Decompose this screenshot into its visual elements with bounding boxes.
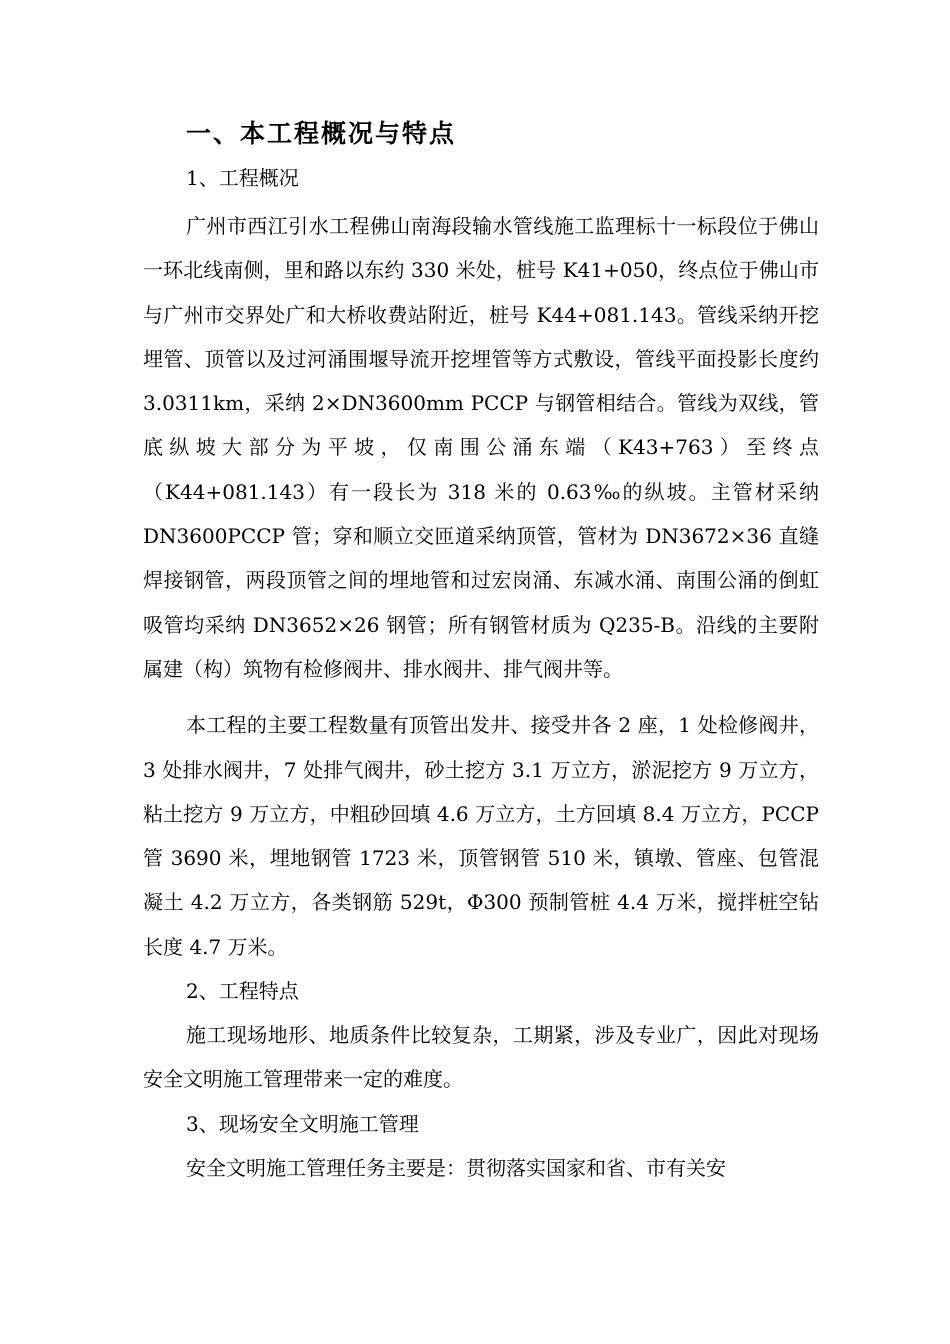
spacer	[143, 691, 819, 703]
subsection-title-safety: 3、现场安全文明施工管理	[186, 1111, 419, 1136]
document-body	[143, 112, 819, 1190]
paragraph-overview: 广州市西江引水工程佛山南海段输水管线施工监理标十一标段位于佛山一环北线南侧，里和路以东约 330 米处，桩号 K41+050，终点位于佛山市与广州市交界处广和大桥收费站附近，桩号 K44+081.143。管线采纳开挖埋管、顶管以及过河涌围堰导流开挖埋管等方式敷设，管线平面投影长度约 3.0311km，采纳 2×DN3600mm PCCP 与钢管相结合。管线为双线，管底纵坡大部分为平坡，仅南围公涌东端（K43+763）至终点（K44+081.143）有一段长为 318 米的 0.63‰的纵坡。主管材采纳 DN3600PCCP 管；穿和顺立交匝道采纳顶管，管材为 DN3672×36 直缝焊接钢管，两段顶管之间的埋地管和过宏岗涌、东减水涌、南围公涌的倒虹吸管均采纳 DN3652×26 钢管；所有钢管材质为 Q235-B。沿线的主要附属建（构）筑物有检修阀井、排水阀井、排气阀井等。	[143, 214, 819, 681]
paragraph-features: 施工现场地形、地质条件比较复杂，工期紧，涉及专业广，因此对现场安全文明施工管理带来一定的难度。	[143, 1023, 819, 1092]
paragraph-safety: 安全文明施工管理任务主要是：贯彻落实国家和省、市有关安	[186, 1155, 726, 1180]
paragraph-quantities: 本工程的主要工程数量有顶管出发井、接受井各 2 座，1 处检修阀井，3 处排水阀井，7 处排气阀井，砂土挖方 3.1 万立方，淤泥挖方 9 万立方，粘土挖方 9 万立方，中粗砂回填 4.6 万立方，土方回填 8.4 万立方，PCCP 管 3690 米，埋地钢管 1723 米，顶管钢管 510 米，镇墩、管座、包管混凝土 4.2 万立方，各类钢筋 529t，Φ300 预制管桩 4.4 万米，搅拌桩空钻长度 4.7 万米。	[143, 713, 819, 959]
subsection-title-overview: 1、工程概况	[186, 166, 299, 190]
section-heading: 一、本工程概况与特点	[186, 119, 457, 148]
subsection-title-features: 2、工程特点	[186, 979, 299, 1004]
